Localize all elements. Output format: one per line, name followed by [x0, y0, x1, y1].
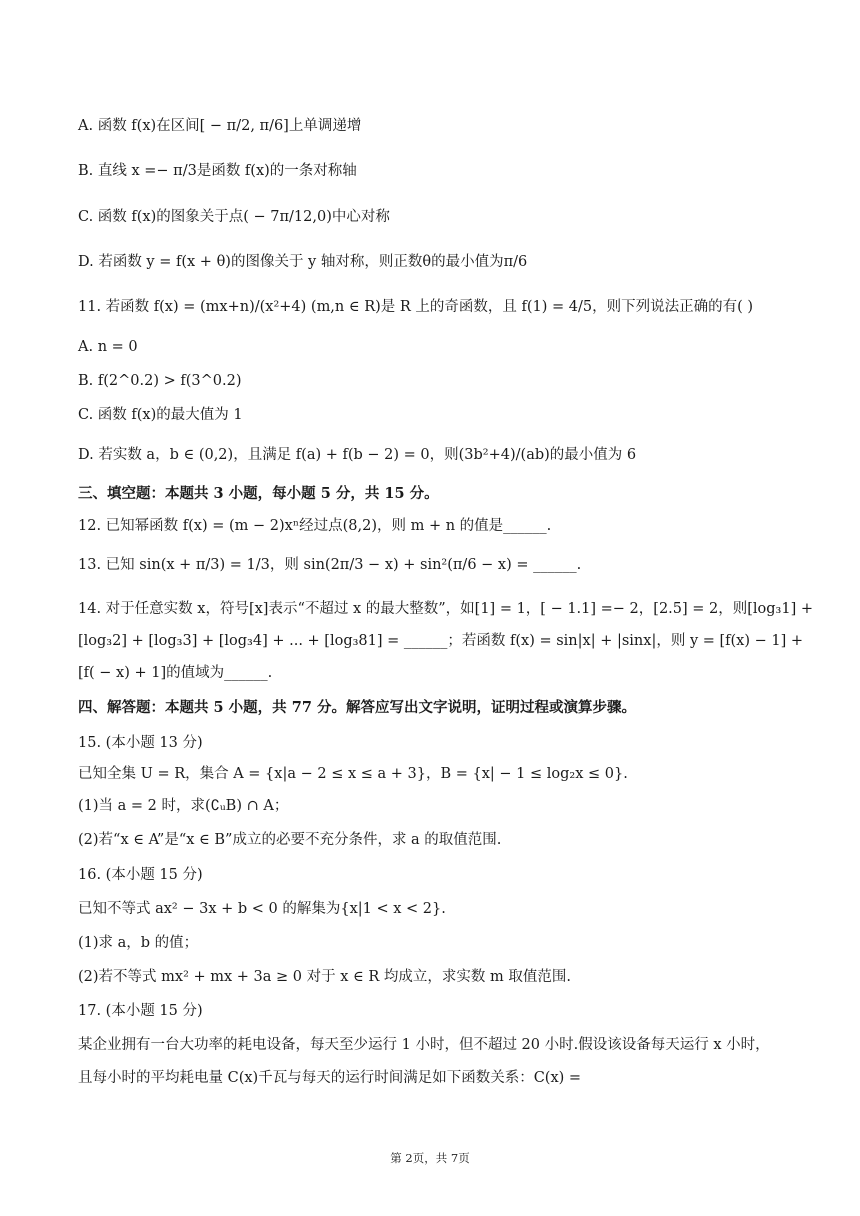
option-c-q10: C. 函数 f(x)的图象关于点( − 7π/12,0)中心对称 — [78, 209, 390, 225]
question-16-header: 16. (本小题 15 分) — [78, 867, 203, 883]
option-b-q11: B. f(2^0.2) > f(3^0.2) — [78, 373, 242, 389]
option-a-q10: A. 函数 f(x)在区间[ − π/2, π/6]上单调递增 — [78, 118, 362, 134]
option-d-q11: D. 若实数 a，b ∈ (0,2)，且满足 f(a) + f(b − 2) = 0，则(3b²+4)/(ab)的最小值为 6 — [78, 447, 637, 463]
question-14-line-1: 14. 对于任意实数 x，符号[x]表示“不超过 x 的最大整数”，如[1] = 1，[ − 1.1] =− 2，[2.5] = 2，则[log₃1] + — [78, 601, 814, 617]
question-15-header: 15. (本小题 13 分) — [78, 735, 203, 751]
section-heading-solutions: 四、解答题：本题共 5 小题，共 77 分。解答应写出文字说明，证明过程或演算步骤。 — [78, 699, 636, 716]
question-12: 12. 已知幂函数 f(x) = (m − 2)xⁿ经过点(8,2)，则 m + n 的值是______. — [78, 518, 552, 534]
question-15-part-2: (2)若“x ∈ A”是“x ∈ B”成立的必要不充分条件，求 a 的取值范围. — [78, 832, 502, 848]
question-16-part-1: (1)求 a，b 的值； — [78, 935, 199, 951]
question-14-line-2: [log₃2] + [log₃3] + [log₃4] + ... + [log₃81] = ______；若函数 f(x) = sin|x| + |sinx|，则 y = [f(x) − 1] + — [78, 633, 804, 649]
question-16-stem: 已知不等式 ax² − 3x + b < 0 的解集为{x|1 < x < 2}. — [78, 901, 446, 917]
question-15-stem: 已知全集 U = R，集合 A = {x|a − 2 ≤ x ≤ a + 3}，B = {x| − 1 ≤ log₂x ≤ 0}. — [78, 766, 628, 782]
question-13: 13. 已知 sin(x + π/3) = 1/3，则 sin(2π/3 − x) + sin²(π/6 − x) = ______. — [78, 557, 582, 573]
option-b-q10: B. 直线 x =− π/3是函数 f(x)的一条对称轴 — [78, 163, 357, 179]
question-17-stem-line-1: 某企业拥有一台大功率的耗电设备，每天至少运行 1 小时，但不超过 20 小时.假设该设备每天运行 x 小时， — [78, 1037, 770, 1053]
question-16-part-2: (2)若不等式 mx² + mx + 3a ≥ 0 对于 x ∈ R 均成立，求实数 m 取值范围. — [78, 969, 571, 985]
question-11: 11. 若函数 f(x) = (mx+n)/(x²+4) (m,n ∈ R)是 R 上的奇函数，且 f(1) = 4/5，则下列说法正确的有( ) — [78, 299, 754, 315]
option-c-q11: C. 函数 f(x)的最大值为 1 — [78, 407, 243, 423]
question-17-header: 17. (本小题 15 分) — [78, 1003, 203, 1019]
option-a-q11: A. n = 0 — [78, 339, 138, 355]
question-14-line-3: [f( − x) + 1]的值域为______. — [78, 665, 273, 681]
page-footer: 第 2页，共 7页 — [390, 1151, 470, 1165]
question-17-stem-line-2: 且每小时的平均耗电量 C(x)千瓦与每天的运行时间满足如下函数关系：C(x) = — [78, 1070, 582, 1086]
section-heading-fill-in: 三、填空题：本题共 3 小题，每小题 5 分，共 15 分。 — [78, 485, 439, 502]
question-15-part-1: (1)当 a = 2 时，求(∁ᵤB) ∩ A； — [78, 798, 289, 814]
option-d-q10: D. 若函数 y = f(x + θ)的图像关于 y 轴对称，则正数θ的最小值为π/6 — [78, 254, 528, 270]
